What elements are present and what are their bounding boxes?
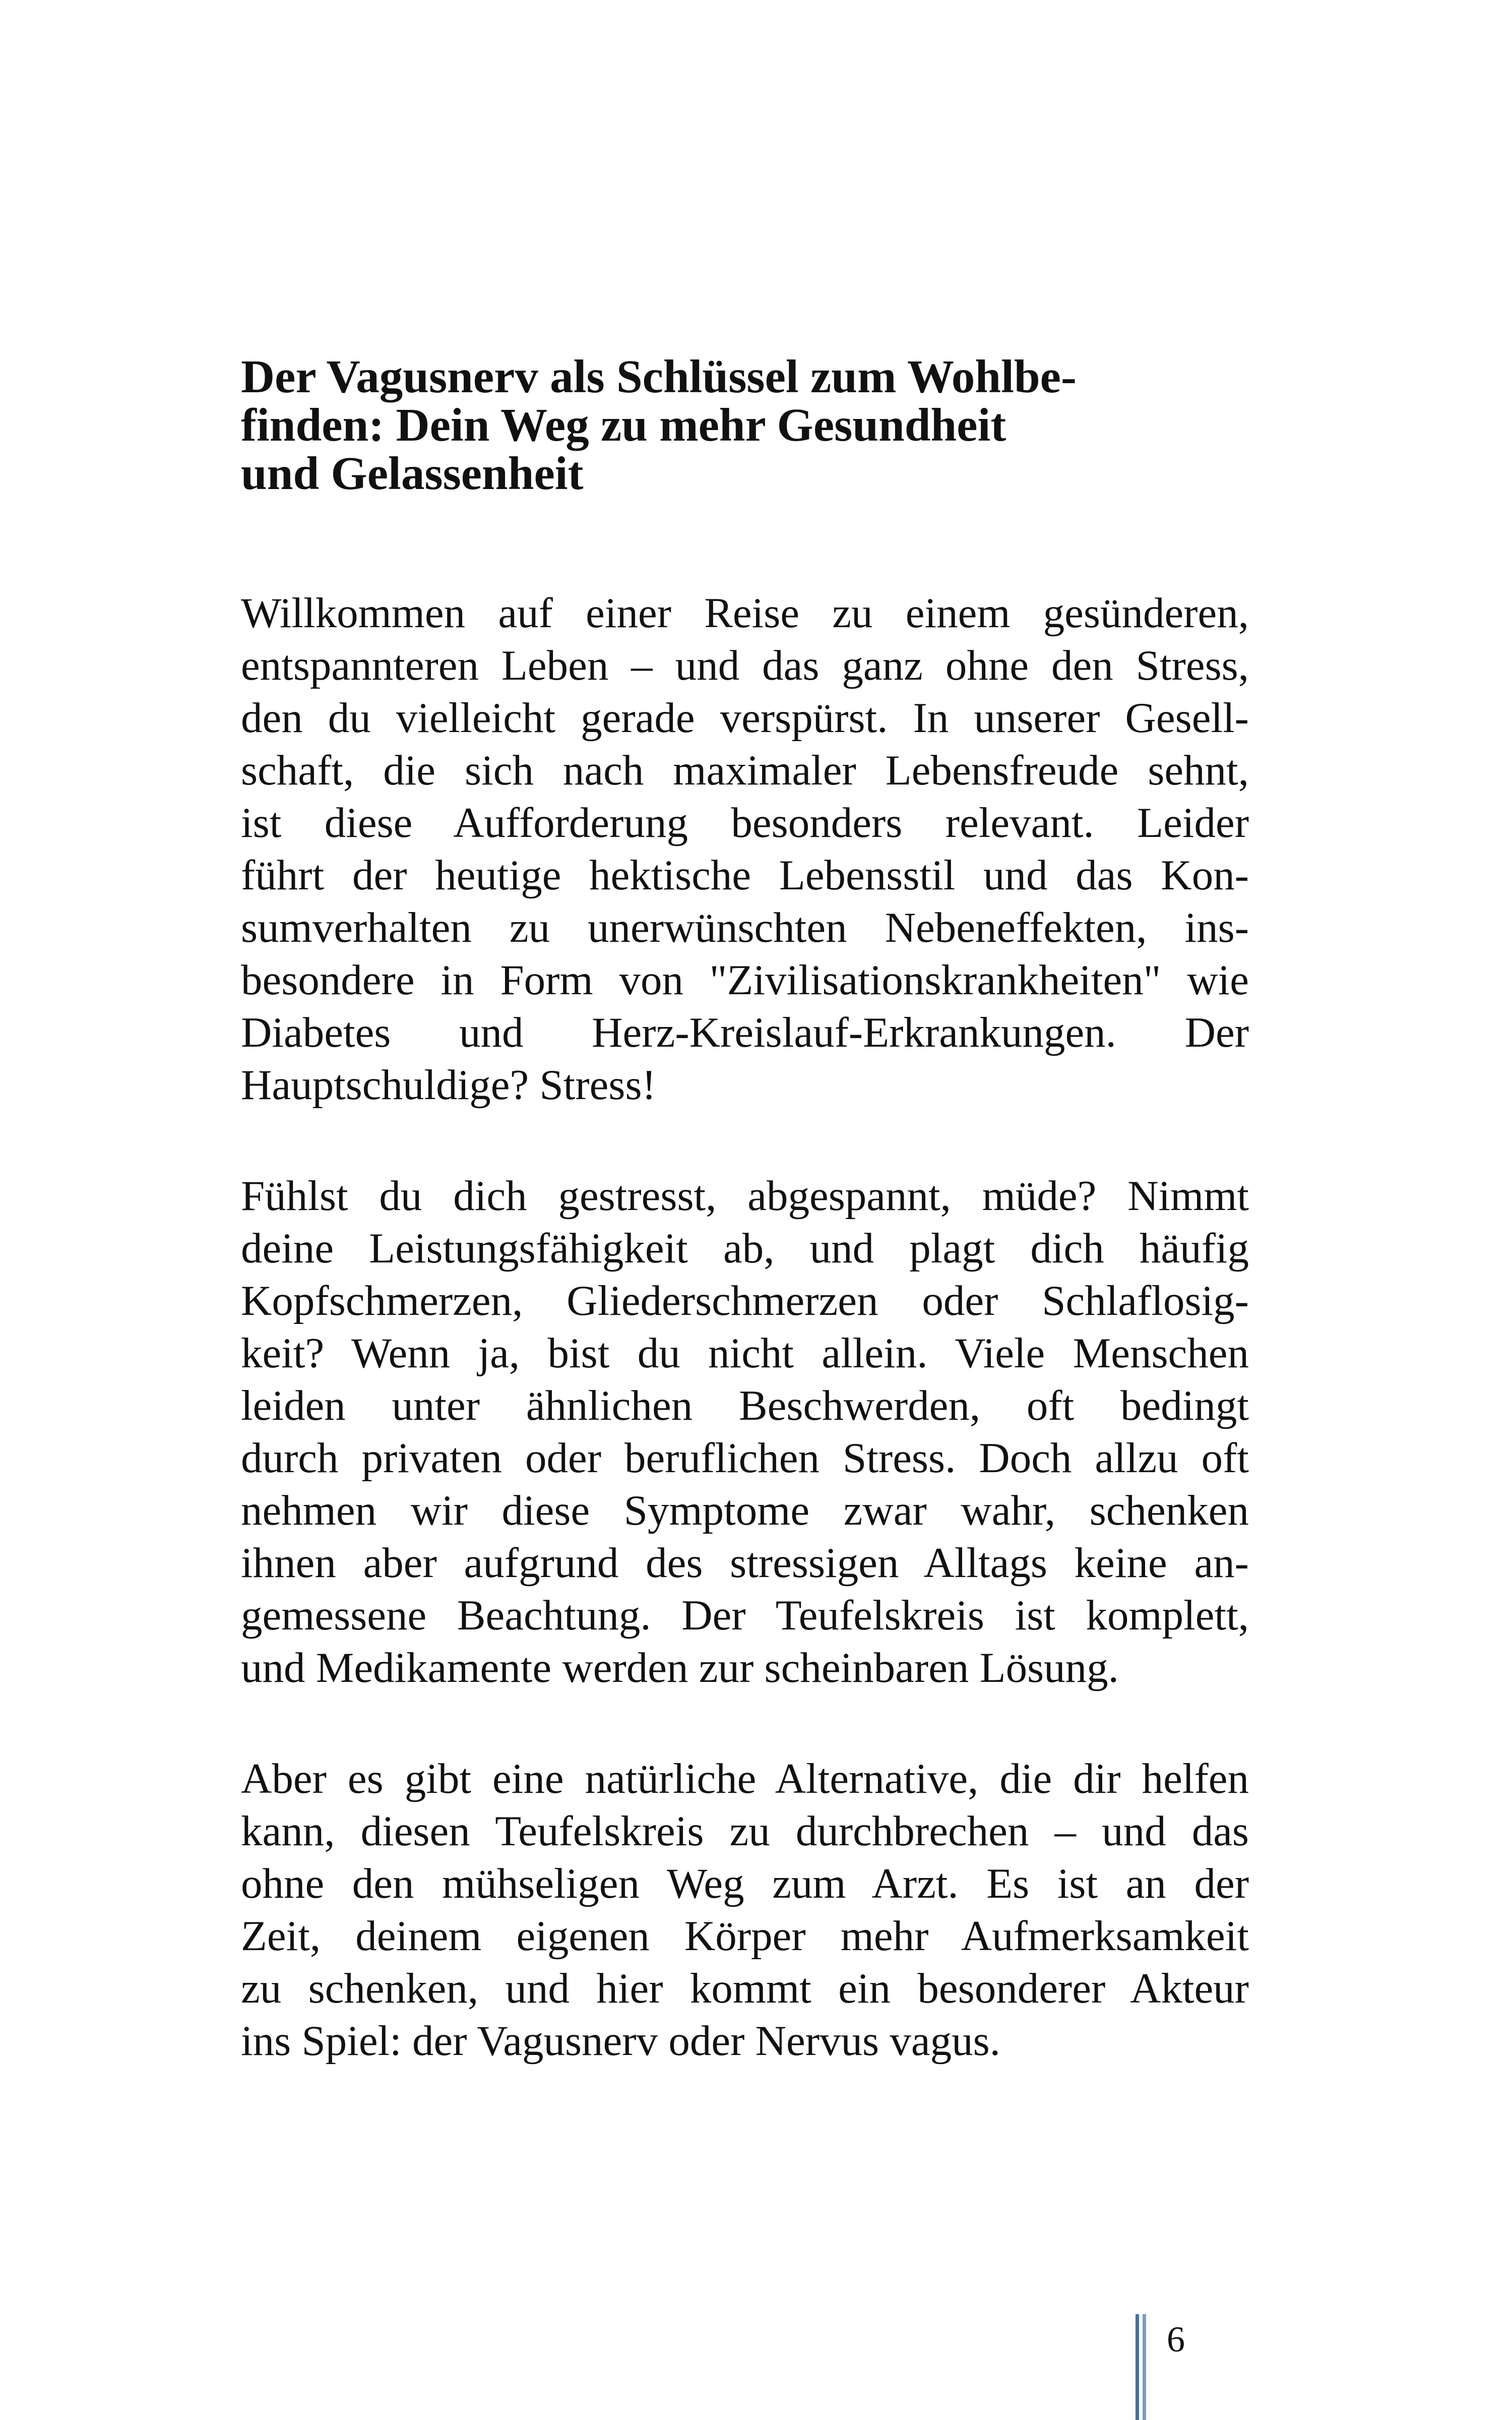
- page-content: [241, 353, 1249, 2126]
- text-line: ohne den mühseligen Weg zum Arzt. Es ist an der: [241, 1860, 1249, 1907]
- text-line: durch privaten oder beruflichen Stress. Doch allzu oft: [241, 1434, 1249, 1482]
- body-text: [241, 587, 1249, 2067]
- text-line: den du vielleicht gerade verspürst. In unserer Gesell-: [241, 694, 1249, 742]
- text-line: kann, diesen Teufelskreis zu durchbrechen – und das: [241, 1807, 1249, 1855]
- text-line: Kopfschmerzen, Gliederschmerzen oder Schlaflosig-: [241, 1277, 1249, 1324]
- text-line: deine Leistungsfähigkeit ab, und plagt dich häufig: [241, 1225, 1249, 1272]
- chapter-heading: [241, 353, 1249, 498]
- text-line: Fühlst du dich gestresst, abgespannt, müde? Nimmt: [241, 1172, 1249, 1220]
- paragraph-2: [241, 1170, 1249, 1694]
- text-line: und Medikamente werden zur scheinbaren Lösung.: [241, 1644, 1119, 1691]
- page-number: 6: [1167, 2319, 1185, 2360]
- heading-line: finden: Dein Weg zu mehr Gesundheit: [241, 399, 1006, 451]
- text-line: führt der heutige hektische Lebensstil und das Kon-: [241, 852, 1249, 899]
- text-line: ins Spiel: der Vagusnerv oder Nervus vagus.: [241, 2017, 1000, 2065]
- paragraph-1: [241, 587, 1249, 1111]
- text-line: nehmen wir diese Symptome zwar wahr, schenken: [241, 1487, 1249, 1534]
- heading-line: Der Vagusnerv als Schlüssel zum Wohlbe-: [241, 351, 1077, 403]
- heading-line: und Gelassenheit: [241, 448, 584, 500]
- text-line: zu schenken, und hier kommt ein besonderer Akteur: [241, 1965, 1249, 2012]
- text-line: ihnen aber aufgrund des stressigen Alltags keine an-: [241, 1539, 1249, 1587]
- text-line: besondere in Form von "Zivilisationskrankheiten" wie: [241, 956, 1249, 1004]
- text-line: ist diese Aufforderung besonders relevant. Leider: [241, 799, 1249, 846]
- text-line: Diabetes und Herz-Kreislauf-Erkrankungen. Der: [241, 1009, 1249, 1056]
- footer-rule: [1136, 2314, 1139, 2420]
- paragraph-3: [241, 1752, 1249, 2067]
- text-line: Zeit, deinem eigenen Körper mehr Aufmerksamkeit: [241, 1912, 1249, 1960]
- text-line: Willkommen auf einer Reise zu einem gesünderen,: [241, 589, 1249, 637]
- text-line: schaft, die sich nach maximaler Lebensfreude sehnt,: [241, 747, 1249, 794]
- footer-rule: [1143, 2314, 1146, 2420]
- text-line: leiden unter ähnlichen Beschwerden, oft bedingt: [241, 1382, 1249, 1429]
- text-line: sumverhalten zu unerwünschten Nebeneffekten, ins-: [241, 904, 1249, 951]
- text-line: Aber es gibt eine natürliche Alternative, die dir helfen: [241, 1755, 1249, 1802]
- text-line: gemessene Beachtung. Der Teufelskreis ist komplett,: [241, 1592, 1249, 1639]
- text-line: entspannteren Leben – und das ganz ohne den Stress,: [241, 642, 1249, 689]
- text-line: keit? Wenn ja, bist du nicht allein. Viele Menschen: [241, 1329, 1249, 1377]
- text-line: Hauptschuldige? Stress!: [241, 1061, 656, 1109]
